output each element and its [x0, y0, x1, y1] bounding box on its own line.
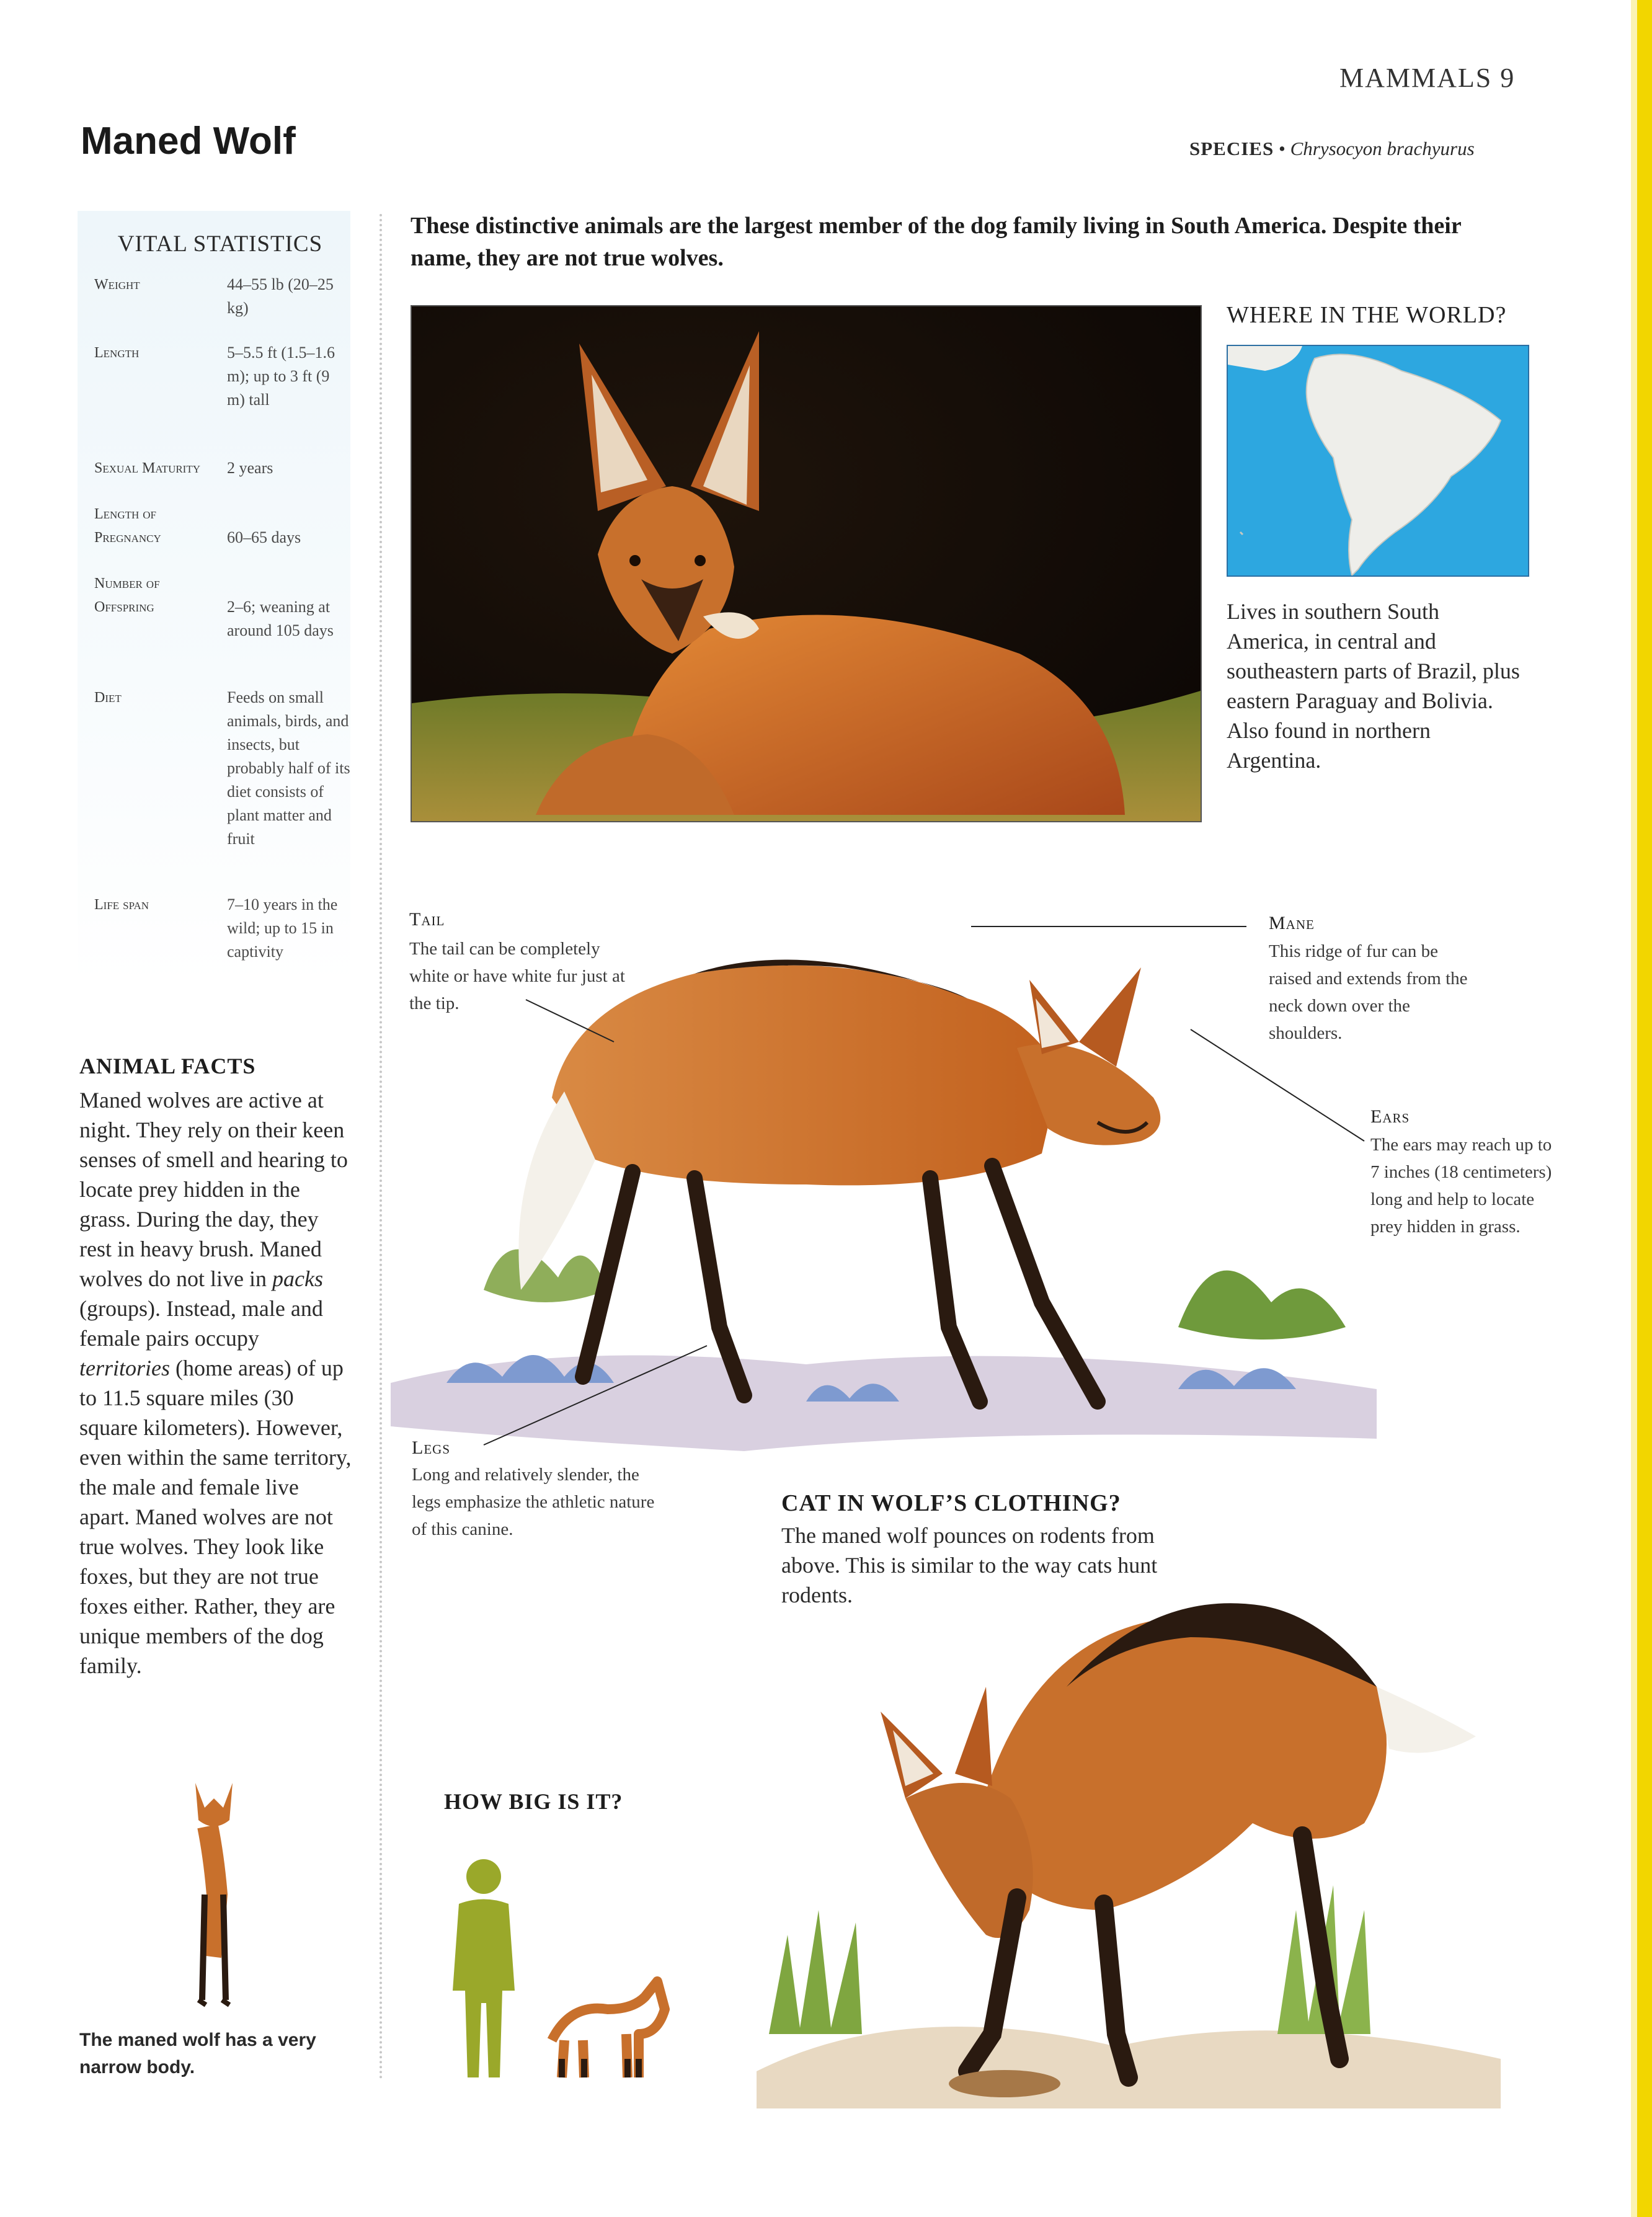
how-big-title: HOW BIG IS IT?	[444, 1789, 623, 1814]
running-head: MAMMALS 9	[1339, 63, 1516, 93]
narrow-body-art	[180, 1770, 248, 2012]
vs-value-diet: Feeds on small animals, birds, and insects, but probably half of its diet consists of plant matter and fruit	[227, 688, 350, 848]
where-in-world-text: Lives in southern South America, in central and southeastern parts of Brazil, plus eastern Paraguay and Bolivia. Also found in northern Argentina.	[1227, 599, 1520, 773]
vs-value-pregnancy: 60–65 days	[227, 528, 301, 546]
vs-label-sexual-maturity: Sexual Maturity	[94, 460, 201, 476]
vs-label-weight: Weight	[94, 277, 140, 293]
page-edge-shade	[1631, 0, 1637, 2217]
page-edge	[1637, 0, 1652, 2217]
where-in-world-title: WHERE IN THE WORLD?	[1227, 302, 1507, 328]
vs-label-pregnancy: Length of Pregnancy	[94, 506, 161, 546]
term-packs: packs	[272, 1266, 323, 1291]
callout-legs-head: Legs	[412, 1437, 450, 1458]
cat-in-wolfs-clothing-title: CAT IN WOLF’S CLOTHING?	[781, 1490, 1121, 1516]
vs-label-offspring: Number of Offspring	[94, 575, 160, 615]
callout-ears-body: The ears may reach up to 7 inches (18 centimeters) long and help to locate prey hidden in grass.	[1370, 1135, 1552, 1237]
vs-value-length: 5–5.5 ft (1.5–1.6 m); up to 3 ft (9 m) tall	[227, 344, 335, 409]
callout-tail-head: Tail	[409, 909, 445, 930]
callout-legs-body: Long and relatively slender, the legs emphasize the athletic nature of this canine.	[412, 1465, 655, 1539]
animal-facts-text	[79, 1085, 352, 1681]
callout-mane-head: Mane	[1269, 913, 1315, 933]
animal-facts-title: ANIMAL FACTS	[79, 1054, 256, 1078]
species-separator: •	[1278, 138, 1286, 159]
species-label: SPECIES	[1189, 138, 1274, 159]
species-line	[1189, 138, 1475, 160]
narrow-body-caption: The maned wolf has a very narrow body.	[79, 2030, 316, 2077]
callout-ears-head: Ears	[1370, 1106, 1410, 1127]
species-name: Chrysocyon brachyurus	[1290, 138, 1475, 159]
vs-label-diet: Diet	[94, 690, 122, 706]
maned-wolf-photo	[411, 305, 1202, 822]
intro-text: These distinctive animals are the largest member of the dog family living in South America. Despite their name, they are not true wolves.	[411, 213, 1462, 271]
range-map	[1227, 345, 1529, 577]
maned-wolf-photo-art	[412, 306, 1201, 821]
vs-value-weight: 44–55 lb (20–25 kg)	[227, 275, 334, 317]
pouncing-wolf-illustration	[719, 1563, 1525, 2121]
vs-label-life-span: Life span	[94, 897, 149, 913]
south-america-map	[1228, 346, 1528, 575]
callout-mane-body: This ridge of fur can be raised and extends from the neck down over the shoulders.	[1269, 941, 1468, 1043]
vs-value-sexual-maturity: 2 years	[227, 459, 273, 477]
animal-facts-p3: (home areas) of up to 11.5 square miles (30 square kilometers). However, even within the same territory, the male and female live apart. Maned wolves are not true wolves. They look like foxes, but they are not true foxes either. Rather, they are unique members of the dog family.	[79, 1356, 352, 1678]
vs-label-length: Length	[94, 345, 140, 361]
page-title: Maned Wolf	[81, 120, 296, 162]
size-comparison-art	[422, 1854, 670, 2090]
animal-facts-p2: (groups). Instead, male and female pairs occupy	[79, 1296, 323, 1351]
term-territories: territories	[79, 1356, 171, 1380]
pouncing-wolf-art	[719, 1563, 1525, 2121]
size-comparison	[422, 1854, 670, 2090]
vs-value-life-span: 7–10 years in the wild; up to 15 in captivity	[227, 895, 338, 961]
cat-in-wolfs-clothing-text: The maned wolf pounces on rodents from above. This is similar to the way cats hunt rodents.	[781, 1523, 1158, 1607]
animal-facts-p1: Maned wolves are active at night. They rely on their keen senses of smell and hearing to locate prey hidden in the grass. During the day, they rest in heavy brush. Maned wolves do not live in	[79, 1088, 348, 1291]
narrow-body-illustration	[180, 1770, 248, 2012]
callout-tail-body: The tail can be completely white or have white fur just at the tip.	[409, 939, 625, 1013]
vital-statistics-title: VITAL STATISTICS	[117, 231, 323, 257]
vs-value-offspring: 2–6; weaning at around 105 days	[227, 598, 334, 639]
